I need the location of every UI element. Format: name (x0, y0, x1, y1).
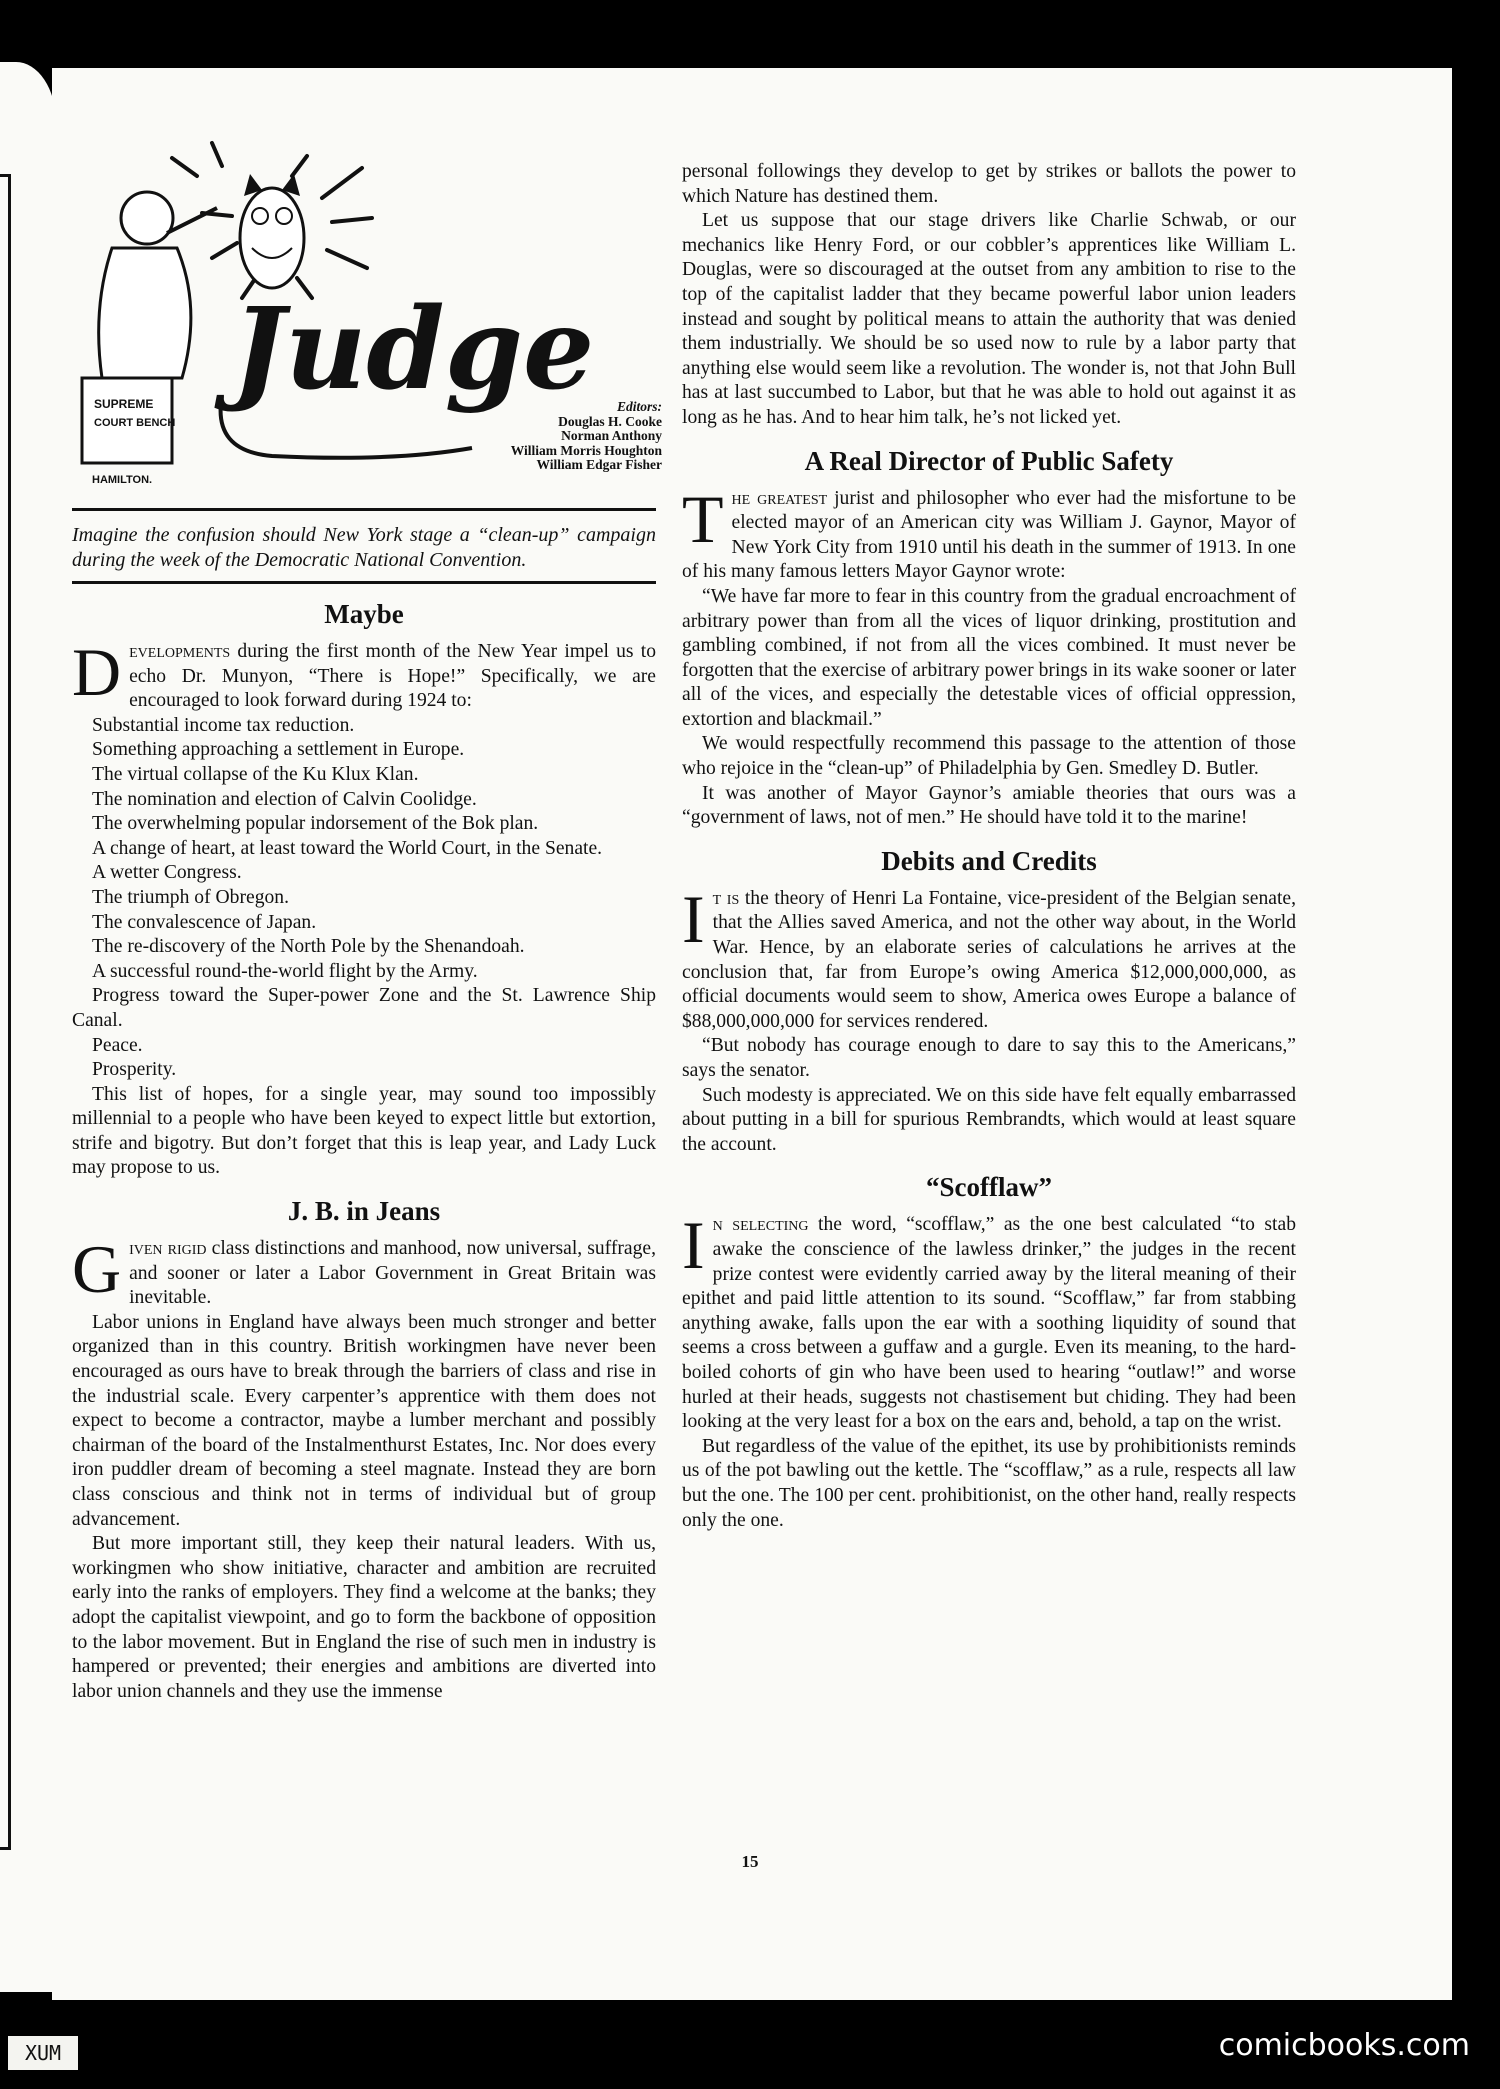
right-column (682, 160, 1296, 1533)
list-item: The convalescence of Japan. (92, 911, 317, 933)
safety-intro: The greatest jurist and philosopher who ever had the misfortune to be elected mayor of an American city was William J. Gaynor, Mayor of New York City from 1910 until his death in the summer of 1913. In one of his many famous letters Mayor Gaynor wrote: (682, 480, 1296, 583)
safety-paragraph: We would respectfully recommend this passage to the attention of those who rejoice in the “clean-up” of Philadelphia by Gen. Smedley D. Butler. (682, 733, 1296, 780)
scofflaw-paragraph: But regardless of the value of the epithet, its use by prohibitionists reminds us of the pot bawling out the kettle. The “scofflaw,” as a rule, respects all law but the one. The 100 per cent. prohibitionist, on the other hand, really respects only the one. (682, 1435, 1296, 1531)
convention-blurb: Imagine the confusion should New York stage a “clean-up” campaign during the week of the Democratic National Convention. (72, 524, 656, 571)
svg-text:Judge: Judge (232, 284, 595, 415)
drop-cap: D (72, 634, 122, 710)
editors-block (402, 400, 662, 473)
debits-intro: It is the theory of Henri La Fontaine, vice-president of the Belgian senate, that the Allies saved America, and not the other way about, in the World War. Hence, by an elaborate series of calculations he arrives at the conclusion that, far from Europe’s owing America $12,000,000,000, as official documents would seem to show, America owes Europe a balance of $88,000,000,000 for services rendered. (682, 880, 1296, 1032)
list-item: The triumph of Obregon. (92, 886, 289, 908)
jb-paragraph: But more important still, they keep their natural leaders. With us, workingmen who show initiative, character and ambition are recruited early into the ranks of employers. They find a welcome at the banks; they adopt the capitalist viewpoint, and go to form the backbone of opposition to the labor movement. But in England the rise of such men in industry is hampered or prevented; their energies and ambitions are diverted into labor union channels and they use the immense (72, 1533, 656, 1702)
svg-text:SUPREME: SUPREME (94, 397, 154, 411)
list-item: Progress toward the Super-power Zone and the St. Lawrence Ship Canal. (72, 985, 656, 1031)
blurb-rule (72, 581, 656, 584)
list-item: The re-discovery of the North Pole by the Shenandoah. (92, 936, 525, 958)
list-item: Peace. (92, 1034, 143, 1056)
editor-name: William Morris Houghton (510, 442, 662, 458)
debits-paragraph: “But nobody has courage enough to dare to say this to the Americans,” says the senator. (682, 1035, 1296, 1081)
list-item: A wetter Congress. (92, 862, 242, 884)
svg-text:COURT BENCH: COURT BENCH (94, 417, 176, 429)
scofflaw-heading: “Scofflaw” (926, 1172, 1052, 1203)
masthead (72, 138, 662, 500)
debits-paragraph: Such modesty is appreciated. We on this side have felt equally embarrassed about putting in a bill for spurious Rembrandts, which would at least square the account. (682, 1084, 1296, 1155)
corner-label: XUM (8, 2036, 78, 2070)
left-column (72, 138, 662, 1704)
jb-continuation: personal followings they develop to get by strikes or ballots the power to which Nature has destined them. (682, 161, 1296, 207)
debits-heading: Debits and Credits (881, 845, 1097, 876)
editor-name: William Edgar Fisher (536, 457, 662, 472)
drop-cap: I (682, 1207, 705, 1284)
maybe-intro: Developments during the first month of the New Year impel us to echo Dr. Munyon, “There is Hope!” Specifically, we are encouraged to look forward during 1924 to: (72, 634, 656, 712)
editor-name: Douglas H. Cooke (558, 413, 662, 429)
scofflaw-intro: In selecting the word, “scofflaw,” as the one best calculated “to stab awake the conscience of the lawless drinker,” the judges in the recent prize contest were evidently carried away by the literal meaning of their epithet and paid little attention to its sound. “Scofflaw,” far from stabbing anything awake, falls upon the ear with a soothing liquidity of sound that seems a cross between a guffaw and a gurgle. Even its meaning, to the hard-boiled cohorts of gin who have been used to hearing “outlaw!” and worse hurled at their heads, suggests not chastisement but chiding. They had been looking at the very least for a box on the ears and, behold, a tap on the wrist. (682, 1207, 1296, 1433)
list-item: The virtual collapse of the Ku Klux Klan. (92, 763, 419, 785)
list-item: Prosperity. (92, 1059, 177, 1081)
owl-figure (240, 174, 304, 288)
list-item: A change of heart, at least toward the World Court, in the Senate. (92, 837, 603, 859)
page-number: 15 (741, 1852, 759, 1871)
jb-paragraph: Labor unions in England have always been much stronger and better organized than in this country. British workingmen have never been encouraged as ours have to break through the barriers of class and rise in the industrial scale. Every carpenter’s apprentice with them does not expect to become a contractor, maybe a lumber merchant and possibly chairman of the board of the Instalmenthurst Estates, Inc. Nor does every iron puddler dream of becoming a steel magnate. Instead they are born class conscious and think not in terms of individual but of group advancement. (72, 1311, 656, 1530)
list-item: The overwhelming popular indorsement of the Bok plan. (92, 813, 539, 835)
previous-page-border (0, 174, 11, 1850)
maybe-heading: Maybe (324, 599, 404, 629)
list-item: Substantial income tax reduction. (92, 714, 355, 736)
list-item: Something approaching a settlement in Europe. (92, 739, 465, 761)
jb-paragraph: Let us suppose that our stage drivers like Charlie Schwab, or our mechanics like Henry Ford, or our cobbler’s apprentices like William L. Douglas, were so discouraged at the outset from any ambition to rise to the top of the capitalist ladder that they became powerful labor union leaders instead and sought by political means to attain the authority that was denied them industrially. We should be so used now to rule by a labor party that anything else would seem like a revolution. The wonder is, not that John Bull has at last succumbed to Labor, but that he was able to hold out against it as long as he has. And to hear him talk, he’s not licked yet. (682, 210, 1296, 428)
maybe-closing: This list of hopes, for a single year, may sound too impossibly millennial to a people who have been keyed to expect little but extortion, strife and bigotry. But don’t forget that this is leap year, and Lady Luck may propose to us. (72, 1083, 656, 1179)
drop-cap: G (72, 1231, 122, 1308)
svg-text:HAMILTON.: HAMILTON. (92, 474, 153, 486)
site-watermark: comicbooks.com (1218, 2028, 1470, 2063)
hopes-list (72, 714, 656, 1083)
safety-paragraph: It was another of Mayor Gaynor’s amiable theories that ours was a “government of laws, not of men.” He should have told it to the marine! (682, 782, 1296, 829)
previous-page-edge (0, 62, 56, 1992)
jb-intro: Given rigid class distinctions and manhood, now universal, suffrage, and sooner or later a Labor Government in Great Britain was inevitable. (72, 1231, 656, 1309)
list-item: The nomination and election of Calvin Coolidge. (92, 788, 477, 810)
safety-heading: A Real Director of Public Safety (804, 445, 1174, 476)
drop-cap: T (682, 480, 724, 557)
list-item: A successful round-the-world flight by the Army. (92, 960, 478, 982)
drop-cap: I (682, 880, 705, 957)
editor-name: Norman Anthony (561, 428, 662, 443)
editors-label: Editors: (616, 399, 662, 414)
safety-quote: “We have far more to fear in this country from the gradual encroachment of arbitrary power than from all the vices of liquor drinking, prostitution and gambling combined, if not from all the vices combined. It must never be forgotten that the exercise of arbitrary power brings in its wake sooner or later all of the vices, and especially the detestable vices of official oppression, extortion and blackmail.” (682, 585, 1296, 730)
jb-heading: J. B. in Jeans (287, 1196, 441, 1227)
